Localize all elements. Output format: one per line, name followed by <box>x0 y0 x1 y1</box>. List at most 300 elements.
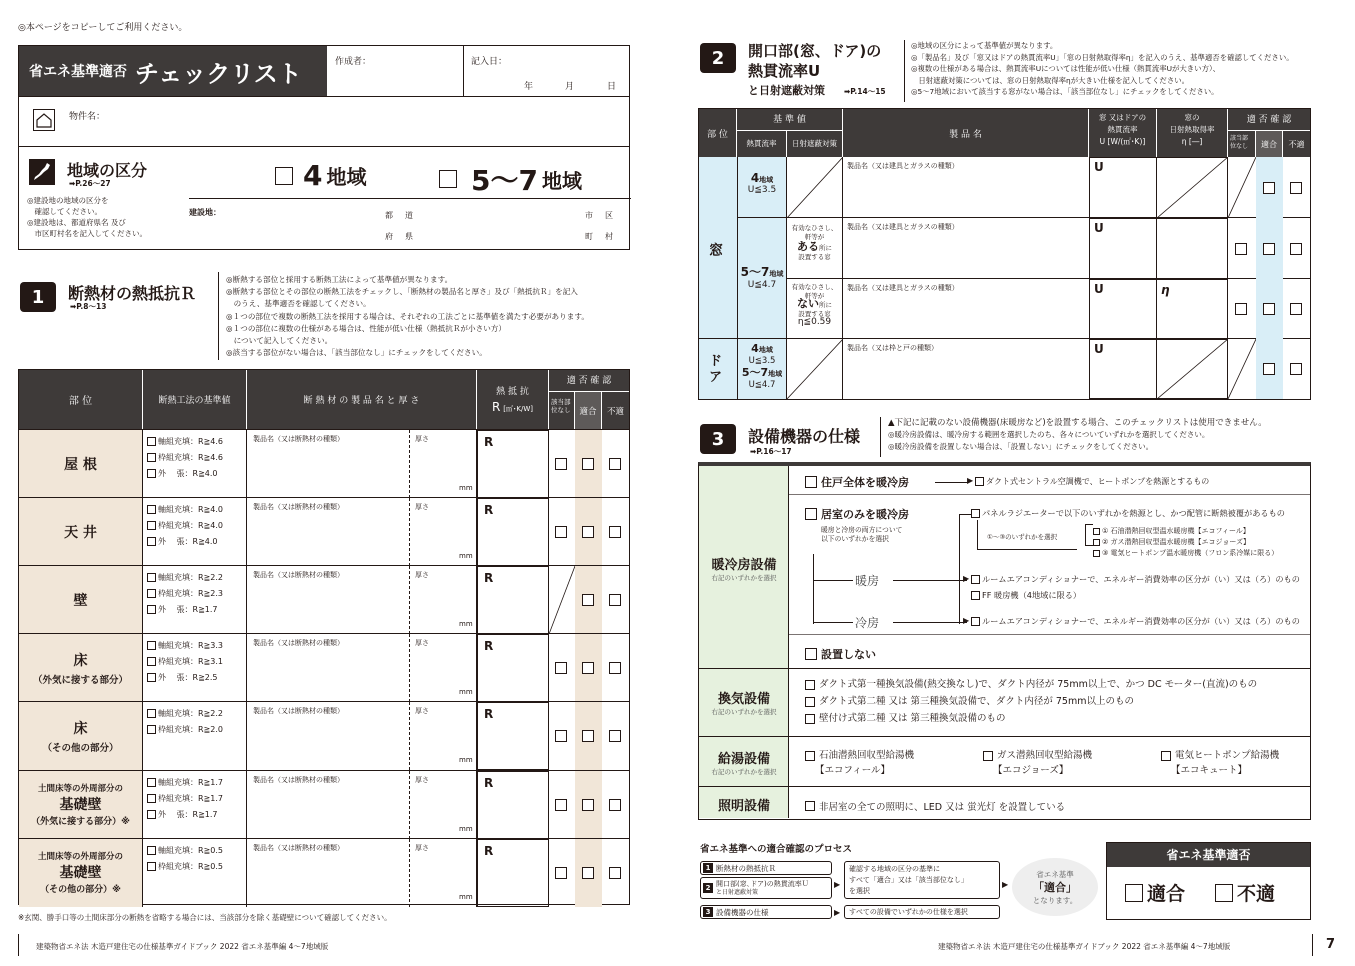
method-label: 枠組充填：R≧1.7 <box>158 793 223 803</box>
win-5-7-num: 5～7 <box>740 265 770 279</box>
method-option[interactable] <box>147 708 242 719</box>
method-label: 軸組充填：R≧2.2 <box>158 709 223 719</box>
method-option[interactable] <box>147 656 242 667</box>
ac-heat-checkbox[interactable] <box>971 575 980 584</box>
sec2-note: ◎複数の仕様がある場合は、熱貫流率Uについては性能が低い仕様（熱貫流率Uが大きい方）、 <box>911 64 1221 74</box>
part-name: 壁 <box>73 593 88 610</box>
ok-checkbox[interactable] <box>582 799 594 811</box>
method-checkbox[interactable] <box>147 673 156 682</box>
method-checkbox[interactable] <box>147 778 156 787</box>
u-cell[interactable] <box>1089 279 1157 339</box>
method-label: 軸組充填：R≧1.7 <box>158 777 223 787</box>
final-ok-option[interactable] <box>1125 879 1185 906</box>
final-ng-checkbox[interactable] <box>1215 884 1233 902</box>
method-checkbox[interactable] <box>147 810 156 819</box>
mm-label: mm <box>459 824 473 833</box>
right-footer: 建築物省エネ法 木造戸建住宅の仕様基準ガイドブック 2022 省エネ基準編 4～7地域版 <box>938 942 1231 951</box>
eta-label: η <box>1161 283 1170 297</box>
product-cell[interactable] <box>247 430 477 498</box>
heat-line <box>813 580 853 581</box>
opening-row <box>843 157 1310 218</box>
vent-opt-3-checkbox[interactable] <box>805 714 815 724</box>
region-5-7-option[interactable] <box>439 159 582 199</box>
panel-checkbox[interactable] <box>971 509 980 518</box>
light-option[interactable] <box>805 799 1065 813</box>
u-cell[interactable] <box>1089 157 1157 218</box>
equipment-table <box>698 462 1311 820</box>
process-cond-1a: 確認する地域の区分の基準に <box>849 865 940 873</box>
method-option[interactable] <box>147 588 242 599</box>
part-pre: 土間床等の外周部分の <box>37 784 123 795</box>
part-sub: （その他の部分）※ <box>40 885 121 896</box>
method-label: 枠組充填：R≧2.3 <box>158 589 223 599</box>
water-opt-1-checkbox[interactable] <box>805 751 815 761</box>
process-num-3: 3 <box>703 907 713 917</box>
product-label: 製品名（又は断熱材の種類） <box>253 775 344 784</box>
door-5-7-num: 5～7 <box>741 366 769 379</box>
process-cond-1c: を選択 <box>849 887 870 895</box>
insulation-row <box>19 770 629 838</box>
opening-row <box>843 279 1310 339</box>
h2-ng: 不適 <box>1288 139 1305 149</box>
ng-checkbox[interactable] <box>609 526 621 538</box>
vent-opt-2-checkbox[interactable] <box>805 697 815 707</box>
process-result-3: となります。 <box>1032 896 1078 905</box>
eave-no-3: ない <box>797 297 819 310</box>
method-label: 枠組充填：R≧3.1 <box>158 657 223 667</box>
vent-label <box>705 688 783 716</box>
region-5-7-checkbox[interactable] <box>439 170 457 188</box>
japan-map-icon <box>29 159 55 185</box>
panel-opt-1-checkbox[interactable] <box>1093 528 1100 535</box>
thick-divider <box>409 566 410 634</box>
na-checkbox[interactable] <box>555 799 567 811</box>
product-cell[interactable] <box>247 839 477 907</box>
win-5-7-unit: 地域 <box>769 270 784 278</box>
cho-label: 町 <box>585 232 593 241</box>
h2-wu <box>1089 109 1157 157</box>
na-checkbox[interactable] <box>1235 303 1247 315</box>
na-checkbox[interactable] <box>555 867 567 879</box>
r-cell[interactable] <box>477 430 549 498</box>
win-4-num: 4 <box>750 171 760 185</box>
door-std <box>737 339 787 399</box>
process-item-1-label: 断熱材の熱抵抗Ｒ <box>716 863 776 873</box>
method-cell <box>143 771 247 839</box>
whole-hvac-option[interactable] <box>805 474 909 490</box>
room-hvac-sub <box>821 526 902 544</box>
product-label: 製品名（又は断熱材の種類） <box>253 435 344 443</box>
insulation-table <box>18 369 630 905</box>
h2-conf: 適 否 確 認 <box>1228 109 1310 131</box>
no-hvac-option[interactable] <box>805 646 876 662</box>
vent-opt-3[interactable] <box>805 710 1257 727</box>
light-checkbox[interactable] <box>805 801 815 811</box>
ng-checkbox[interactable] <box>609 594 621 606</box>
panel-opt-1-label: ① 石油潜熱回収型温水暖房機【エコフィール】 <box>1102 527 1250 535</box>
mm-label: mm <box>459 688 473 697</box>
h-conf: 適 否 確 認 <box>549 370 629 392</box>
method-checkbox[interactable] <box>147 641 156 650</box>
part-name: 床 <box>73 653 88 670</box>
eave-yes-3: ある <box>797 240 819 253</box>
h-part: 部 位 <box>19 370 143 429</box>
ng-checkbox[interactable] <box>1290 243 1302 255</box>
method-label: 外 張：R≧2.5 <box>158 673 218 683</box>
method-option[interactable] <box>147 640 242 651</box>
ok-checkbox[interactable] <box>582 730 594 742</box>
process-result <box>1012 858 1098 916</box>
process-num-2: 2 <box>703 883 713 893</box>
r-cell[interactable] <box>477 839 549 907</box>
part-sub: （その他の部分） <box>42 743 119 755</box>
ng-checkbox[interactable] <box>609 662 621 674</box>
process-item-2 <box>700 877 832 899</box>
region-4-option[interactable] <box>275 159 366 192</box>
sec3-title: 設備機器の仕様 <box>748 427 861 446</box>
product-cell[interactable] <box>247 566 477 634</box>
method-label: 軸組充填：R≧4.0 <box>158 505 223 515</box>
water-opt-2-checkbox[interactable] <box>983 751 993 761</box>
sec1-note: のうえ、基準適否を確認してください。 <box>226 299 371 309</box>
ff-checkbox[interactable] <box>971 591 980 600</box>
method-checkbox[interactable] <box>147 521 156 530</box>
region-4-checkbox[interactable] <box>275 167 293 185</box>
ac-option-heat[interactable] <box>971 574 1300 585</box>
method-option[interactable] <box>147 793 242 804</box>
ku-label: 区 <box>605 211 613 220</box>
eave-no-2: 軒等が <box>804 291 825 300</box>
r-label: R <box>484 571 494 586</box>
product-label: 製品名（又は断熱材の種類） <box>253 843 344 852</box>
sec2-note: ◎「製品名」及び「窓又はドアの熱貫流率U」「窓の日射熱取得率η」を記入のうえ、基準適否を確認してください。 <box>911 52 1294 62</box>
sec3-note: ◎暖冷房設備を設置しない場合は、「設置しない」にチェックをしてください。 <box>888 442 1154 451</box>
window-label: 窓 <box>709 243 723 259</box>
method-checkbox[interactable] <box>147 605 156 614</box>
vent-sub: 右記のいずれかを選択 <box>711 708 777 716</box>
house-icon <box>33 109 55 131</box>
r-label: R <box>484 435 494 449</box>
ok-checkbox[interactable] <box>582 867 594 879</box>
method-option[interactable] <box>147 604 242 615</box>
ac-option-cool[interactable] <box>971 616 1300 627</box>
method-checkbox[interactable] <box>147 573 156 582</box>
na-checkbox[interactable] <box>555 730 567 742</box>
site-label: 建設地： <box>189 208 221 217</box>
h-method: 断熱工法の基準値 <box>143 370 247 429</box>
method-option[interactable] <box>147 809 242 820</box>
panel-opt-1[interactable] <box>1093 526 1278 537</box>
no-hvac-checkbox[interactable] <box>805 648 817 660</box>
method-checkbox[interactable] <box>147 725 156 734</box>
r-cell[interactable] <box>477 771 549 839</box>
h-r <box>477 370 549 429</box>
heat-line-2 <box>893 580 967 581</box>
process-arrow-1: ▶ <box>834 880 841 889</box>
choose-label: ①～③のいずれかを選択 <box>987 533 1058 541</box>
method-option[interactable] <box>147 845 242 856</box>
month-label: 月 <box>565 82 575 92</box>
product-cell[interactable] <box>247 498 477 566</box>
hvac-title: 暖冷房設備 <box>711 558 777 573</box>
method-label: 外 張：R≧1.7 <box>158 809 218 819</box>
light-title: 照明設備 <box>717 799 770 814</box>
water-sub: 右記のいずれかを選択 <box>711 768 777 776</box>
water-title: 給湯設備 <box>717 752 770 767</box>
ok-checkbox[interactable] <box>582 662 594 674</box>
panel-opt-3[interactable] <box>1093 548 1278 559</box>
sec1-note: ◎断熱する部位とその部位の断熱工法をチェックし、「断熱材の製品名と厚さ」及び「熱抵抗Ｒ」を記入 <box>226 287 578 297</box>
duct-central-checkbox[interactable] <box>975 477 984 486</box>
ng-checkbox[interactable] <box>1290 363 1302 375</box>
panel-opt-3-checkbox[interactable] <box>1093 550 1100 557</box>
panel-opt-2[interactable] <box>1093 537 1278 548</box>
hvac-label <box>705 554 783 582</box>
sec1-note: ◎断熱する部位と採用する断熱工法によって基準値が異なります。 <box>226 275 453 284</box>
vent-opt-1[interactable] <box>805 676 1257 693</box>
region-4-unit: 地域 <box>326 165 367 189</box>
vent-opt-2[interactable] <box>805 693 1257 710</box>
h2-eta2: 日射熱取得率 <box>1169 125 1215 134</box>
whole-hvac-label: 住戸全体を暖冷房 <box>821 476 909 489</box>
panel-label: パネルラジエーターで以下のいずれかを熱源とし、かつ配管に断熱被覆があるもの <box>982 508 1285 518</box>
author-label: 作成者： <box>335 57 372 67</box>
region-note-2: 確認してください。 <box>27 207 102 216</box>
h2-std: 基 準 値 <box>737 109 843 131</box>
final-ok-checkbox[interactable] <box>1125 884 1143 902</box>
na-checkbox[interactable] <box>555 526 567 538</box>
mm-label: mm <box>459 756 473 765</box>
fu-label: 府 <box>385 232 393 241</box>
year-label: 年 <box>524 82 534 92</box>
h-r-unit: [㎡･K/W] <box>503 405 534 413</box>
part-sub: （外気に接する部分）※ <box>31 817 130 828</box>
mm-label: mm <box>459 892 473 901</box>
r-cell[interactable] <box>477 702 549 770</box>
ok-checkbox[interactable] <box>582 594 594 606</box>
method-option[interactable] <box>147 536 242 547</box>
room-sub-2: 以下のいずれかを選択 <box>821 535 889 543</box>
mm-label: mm <box>459 620 473 629</box>
h2-u: 熱貫流率 <box>737 131 787 157</box>
date-label: 記入日： <box>471 57 508 67</box>
panel-opts-bracket <box>1085 524 1093 546</box>
r-cell[interactable] <box>477 566 549 634</box>
r-cell[interactable] <box>477 634 549 702</box>
method-checkbox[interactable] <box>147 846 156 855</box>
insulation-row <box>19 429 629 497</box>
sec2-note: ◎5～7地域において該当する窓がない場合は、「該当部位なし」にチェックをしてください。 <box>911 87 1219 97</box>
ac-cool-checkbox[interactable] <box>971 617 980 626</box>
thick-label: 厚さ <box>415 435 429 443</box>
room-hvac-option[interactable] <box>805 506 909 522</box>
panel-opt-2-checkbox[interactable] <box>1093 539 1100 546</box>
product-cell[interactable] <box>247 771 477 839</box>
h2-eta3: η [―] <box>1181 137 1203 146</box>
method-option[interactable] <box>147 452 242 463</box>
water-opt-3-checkbox[interactable] <box>1161 751 1171 761</box>
ng-checkbox[interactable] <box>609 730 621 742</box>
method-cell <box>143 702 247 770</box>
method-option[interactable] <box>147 520 242 531</box>
ng-checkbox[interactable] <box>1290 182 1302 194</box>
vent-opt-1-label: ダクト式第一種換気設備(熱交換なし)で、ダクト内径が 75mm以上で、かつ DC モーター(直流)のもの <box>819 679 1258 690</box>
part-name: 基礎壁 <box>59 797 102 814</box>
method-checkbox[interactable] <box>147 862 156 871</box>
process-arrow-3: ▶ <box>1002 880 1009 889</box>
method-option[interactable] <box>147 777 242 788</box>
ok-checkbox[interactable] <box>582 458 594 470</box>
h2-part: 部 位 <box>699 109 737 157</box>
room-hvac-checkbox[interactable] <box>805 508 817 520</box>
product-cell[interactable] <box>247 702 477 770</box>
insulation-row <box>19 497 629 565</box>
method-option[interactable] <box>147 436 242 447</box>
ff-option[interactable] <box>971 590 1081 601</box>
h2-sun: 日射遮蔽対策 <box>787 131 843 157</box>
method-checkbox[interactable] <box>147 537 156 546</box>
eave-no-1: 有効なひさし、 <box>791 283 838 291</box>
vent-opt-1-checkbox[interactable] <box>805 680 815 690</box>
water-opt-1[interactable] <box>805 748 914 778</box>
h2-ok: 適合 <box>1256 131 1283 157</box>
u-label: U <box>1094 160 1104 174</box>
method-option[interactable] <box>147 724 242 735</box>
hvac-sub: 右記のいずれかを選択 <box>711 574 777 582</box>
water-opt-3-label: 電気ヒートポンプ給湯機 <box>1175 750 1280 761</box>
arrow-head: ▶ <box>967 476 974 485</box>
final-ng-option[interactable] <box>1215 879 1275 906</box>
region-title: 地域の区分 <box>67 161 148 180</box>
na-checkbox[interactable] <box>555 662 567 674</box>
method-label: 軸組充填：R≧0.5 <box>158 845 223 855</box>
checklist-header <box>18 45 630 97</box>
process-item-2b: と日射遮蔽対策 <box>716 888 759 896</box>
sec1-note: ◎１つの部位で複数の断熱工法を採用する場合は、それぞれの工法ごとに基準値を満たす必要があります。 <box>226 311 589 321</box>
ac-heat-label: ルームエアコンディショナーで、エネルギー消費効率の区分が（い）又は（ろ）のもの <box>982 574 1300 584</box>
eta-cell[interactable] <box>1157 218 1228 279</box>
sec1-note: ◎該当する部位がない場合は、「該当部位なし」にチェックをしてください。 <box>226 348 487 358</box>
property-label: 物件名： <box>69 112 106 122</box>
ng-checkbox[interactable] <box>609 867 621 879</box>
region-note <box>27 195 147 239</box>
method-checkbox[interactable] <box>147 453 156 462</box>
thick-divider <box>409 771 410 839</box>
method-checkbox[interactable] <box>147 709 156 718</box>
method-checkbox[interactable] <box>147 589 156 598</box>
opening-table <box>698 108 1311 400</box>
page-number: 7 <box>1326 937 1336 952</box>
h-r-symbol: R <box>491 400 501 414</box>
panel-option[interactable] <box>971 508 1285 519</box>
sec2-title-3: と日射遮蔽対策 <box>748 84 825 97</box>
door-4-unit: 地域 <box>758 346 773 354</box>
ng-checkbox[interactable] <box>609 458 621 470</box>
ok-checkbox[interactable] <box>1263 363 1275 375</box>
method-checkbox[interactable] <box>147 469 156 478</box>
water-opt-2[interactable] <box>983 748 1092 778</box>
u-cell[interactable] <box>1089 339 1157 399</box>
method-option[interactable] <box>147 468 242 479</box>
part-pre: 土間床等の外周部分の <box>37 852 123 863</box>
product-cell[interactable] <box>247 634 477 702</box>
product-label: 製品名（又は建具とガラスの種類） <box>847 162 959 170</box>
h-ok: 適合 <box>575 392 602 429</box>
u-cell[interactable] <box>1089 218 1157 279</box>
ok-checkbox[interactable] <box>1263 182 1275 194</box>
method-cell <box>143 430 247 498</box>
method-option[interactable] <box>147 504 242 515</box>
process-arrow-2: ▶ <box>834 908 841 917</box>
product-label: 製品名（又は断熱材の種類） <box>253 707 344 716</box>
room-hvac-label: 居室のみを暖冷房 <box>821 508 909 521</box>
part-cell <box>19 839 143 907</box>
method-label: 枠組充填：R≧4.0 <box>158 521 223 531</box>
product-label: 製品名（又は断熱材の種類） <box>253 571 344 580</box>
copy-note: ◎本ページをコピーしてご利用ください。 <box>18 23 188 33</box>
sec3-ref: ➡P.16～17 <box>750 447 792 456</box>
ok-checkbox[interactable] <box>1263 243 1275 255</box>
water-opt-3[interactable] <box>1161 748 1279 778</box>
u-label: U <box>1094 282 1104 296</box>
ng-checkbox[interactable] <box>609 799 621 811</box>
method-checkbox[interactable] <box>147 657 156 666</box>
sec1-notes <box>226 274 589 359</box>
r-cell[interactable] <box>477 498 549 566</box>
duct-central-option[interactable] <box>975 476 1209 487</box>
part-cell <box>19 771 143 839</box>
method-option[interactable] <box>147 672 242 683</box>
method-option[interactable] <box>147 572 242 583</box>
sec2-title-1: 開口部(窓、ドア)の <box>748 42 882 60</box>
sun-na-door <box>787 339 843 399</box>
win-4-unit: 地域 <box>759 176 774 184</box>
ok-checkbox[interactable] <box>582 526 594 538</box>
method-label: 外 張：R≧4.0 <box>158 537 218 547</box>
method-option[interactable] <box>147 861 242 872</box>
na-checkbox[interactable] <box>555 458 567 470</box>
h2-wu3: U [W/(㎡･K)] <box>1099 137 1146 146</box>
win-4-u: U≦3.5 <box>747 185 777 195</box>
sec1-ref: ➡P.8～13 <box>70 302 107 311</box>
method-checkbox[interactable] <box>147 437 156 446</box>
method-checkbox[interactable] <box>147 794 156 803</box>
whole-hvac-checkbox[interactable] <box>805 476 817 488</box>
method-cell <box>143 634 247 702</box>
cool-arrow: ▶ <box>963 616 970 625</box>
door-label-2: ア <box>709 370 723 385</box>
method-cell <box>143 566 247 634</box>
no-hvac-label: 設置しない <box>821 648 876 661</box>
win-5-7-u: U≦4.7 <box>747 280 777 290</box>
region-5-7-unit: 地域 <box>541 168 582 193</box>
method-label: 外 張：R≧4.0 <box>158 469 218 478</box>
h-r-label: 熱 抵 抗 <box>496 387 529 397</box>
ng-checkbox[interactable] <box>1290 303 1302 315</box>
part-cell <box>19 430 143 498</box>
ok-checkbox[interactable] <box>1263 303 1275 315</box>
sec2-note: 日射遮蔽対策については、窓の日射熱取得率ηが大きい仕様を記入してください。 <box>911 75 1189 85</box>
region-5-7-num: 5～7 <box>471 164 538 197</box>
h-product: 断 熱 材 の 製 品 名 と 厚 さ <box>247 370 477 429</box>
method-checkbox[interactable] <box>147 505 156 514</box>
na-checkbox[interactable] <box>1235 243 1247 255</box>
panel-opt-3-label: ③ 電気ヒートポンプ温水暖房機（フロン系冷媒に限る） <box>1102 549 1279 557</box>
h2-wu2: 熱貫流率 <box>1107 125 1138 134</box>
sec1-number: 1 <box>20 282 56 312</box>
u-label: U <box>1094 342 1104 356</box>
h2-na: 該当部位なし <box>1228 131 1256 157</box>
